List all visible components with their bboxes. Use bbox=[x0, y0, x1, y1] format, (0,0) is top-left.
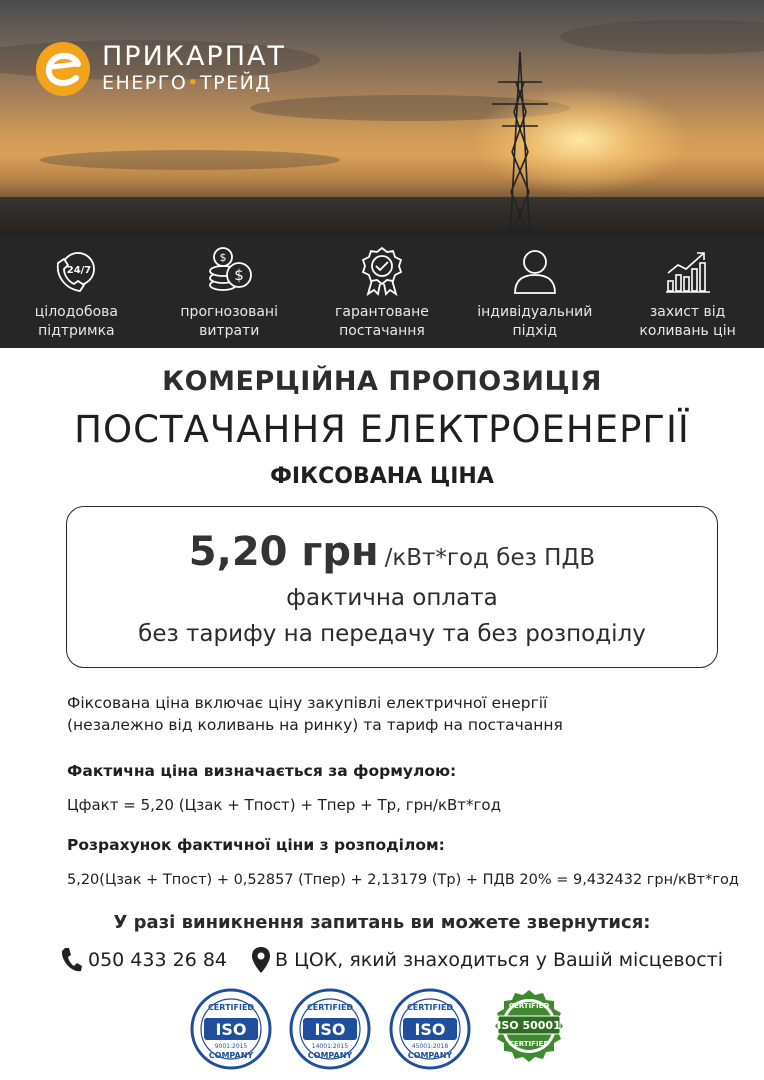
feature-support bbox=[0, 235, 153, 348]
svg-text:$: $ bbox=[234, 266, 244, 284]
growth-chart-icon bbox=[664, 247, 712, 295]
contacts-row bbox=[60, 944, 740, 976]
iso-14001-badge bbox=[289, 988, 371, 1070]
phone-number[interactable]: 050 433 26 84 bbox=[88, 949, 228, 971]
location-text: В ЦОК, який знаходиться у Вашій місцевості bbox=[275, 949, 724, 971]
coins-dollar-icon bbox=[203, 247, 255, 295]
feature-price-protection bbox=[611, 235, 764, 348]
location-contact bbox=[251, 946, 723, 974]
offer-subtitle: ПОСТАЧАННЯ ЕЛЕКТРОЕНЕРГІЇ bbox=[74, 408, 690, 451]
svg-text:9001:2015: 9001:2015 bbox=[214, 1043, 248, 1050]
svg-text:ISO: ISO bbox=[215, 1020, 247, 1039]
price-box bbox=[66, 506, 718, 668]
cloud bbox=[40, 150, 340, 170]
svg-text:COMPANY: COMPANY bbox=[208, 1051, 254, 1060]
svg-text:CERTIFIED: CERTIFIED bbox=[207, 1003, 255, 1012]
support-24-7-phone-icon bbox=[52, 247, 100, 295]
features-band bbox=[0, 235, 764, 348]
feature-individual bbox=[458, 235, 611, 348]
phone-contact[interactable] bbox=[60, 947, 227, 973]
person-user-icon bbox=[512, 247, 558, 295]
svg-text:$: $ bbox=[219, 251, 227, 264]
price-unit: /кВт*год без ПДВ bbox=[384, 545, 596, 571]
svg-text:COMPANY: COMPANY bbox=[308, 1051, 353, 1060]
formula-text: Цфакт = 5,20 (Цзак + Тпост) + Тпер + Тр, грн/кВт*год bbox=[67, 796, 501, 814]
svg-text:ISO 50001: ISO 50001 bbox=[497, 1019, 561, 1032]
brand-name: ПРИКАРПАТ bbox=[102, 41, 286, 72]
iso-45001-badge bbox=[389, 988, 471, 1070]
price-row bbox=[67, 529, 717, 575]
svg-text:ISO: ISO bbox=[414, 1020, 446, 1039]
price-note-payment: фактична оплата bbox=[286, 585, 498, 611]
price-value: 5,20 грн bbox=[188, 529, 379, 575]
feature-label: прогнозовані витрати bbox=[180, 304, 278, 339]
calculation-text: 5,20(Цзак + Тпост) + 0,52857 (Тпер) + 2,13179 (Тр) + ПДВ 20% = 9,432432 грн/кВт*год bbox=[67, 872, 739, 888]
svg-text:ISO: ISO bbox=[314, 1020, 346, 1039]
feature-label: індивідуальний підхід bbox=[477, 304, 593, 339]
svg-text:14001:2015: 14001:2015 bbox=[312, 1043, 349, 1050]
svg-text:CERTIFIED: CERTIFIED bbox=[508, 1040, 550, 1048]
feature-label: гарантоване постачання bbox=[335, 304, 429, 339]
offer-title: КОМЕРЦІЙНА ПРОПОЗИЦІЯ bbox=[162, 366, 602, 397]
brand-subname: ЕНЕРГО•ТРЕЙД bbox=[102, 72, 272, 94]
logo-e-icon bbox=[34, 40, 92, 98]
feature-guarantee bbox=[306, 235, 459, 348]
iso-50001-badge bbox=[488, 988, 570, 1070]
horizon-treeline bbox=[0, 197, 764, 235]
feature-label: захист від коливань цін bbox=[639, 304, 736, 339]
brand-logo[interactable] bbox=[34, 40, 286, 98]
iso-9001-badge bbox=[190, 988, 272, 1070]
location-pin-icon bbox=[251, 946, 271, 974]
price-note-tariff: без тарифу на передачу та без розподілу bbox=[138, 621, 646, 647]
svg-text:CERTIFIED: CERTIFIED bbox=[307, 1003, 354, 1012]
feature-label: цілодобова підтримка bbox=[34, 304, 118, 339]
feature-costs bbox=[153, 235, 306, 348]
svg-text:CERTIFIED: CERTIFIED bbox=[406, 1003, 453, 1012]
formula-heading: Фактична ціна визначається за формулою: bbox=[67, 762, 457, 780]
fixed-price-heading: ФІКСОВАНА ЦІНА bbox=[270, 464, 494, 489]
contact-title: У разі виникнення запитань ви можете звернутися: bbox=[113, 912, 651, 933]
hero-banner bbox=[0, 0, 764, 235]
guarantee-badge-check-icon bbox=[360, 246, 404, 296]
power-tower-image bbox=[488, 52, 552, 235]
cloud bbox=[560, 20, 764, 54]
svg-text:24/7: 24/7 bbox=[67, 265, 92, 276]
price-description: Фіксована ціна включає ціну закупівлі електричної енергії (незалежно від коливань на ринку) та тариф на постачання bbox=[67, 694, 563, 734]
svg-text:CERTIFIED: CERTIFIED bbox=[508, 1002, 550, 1010]
certification-badges bbox=[190, 988, 570, 1068]
calculation-heading: Розрахунок фактичної ціни з розподілом: bbox=[67, 836, 445, 854]
svg-text:45001:2018: 45001:2018 bbox=[411, 1043, 448, 1050]
phone-icon bbox=[60, 947, 82, 973]
svg-text:COMPANY: COMPANY bbox=[407, 1051, 452, 1060]
